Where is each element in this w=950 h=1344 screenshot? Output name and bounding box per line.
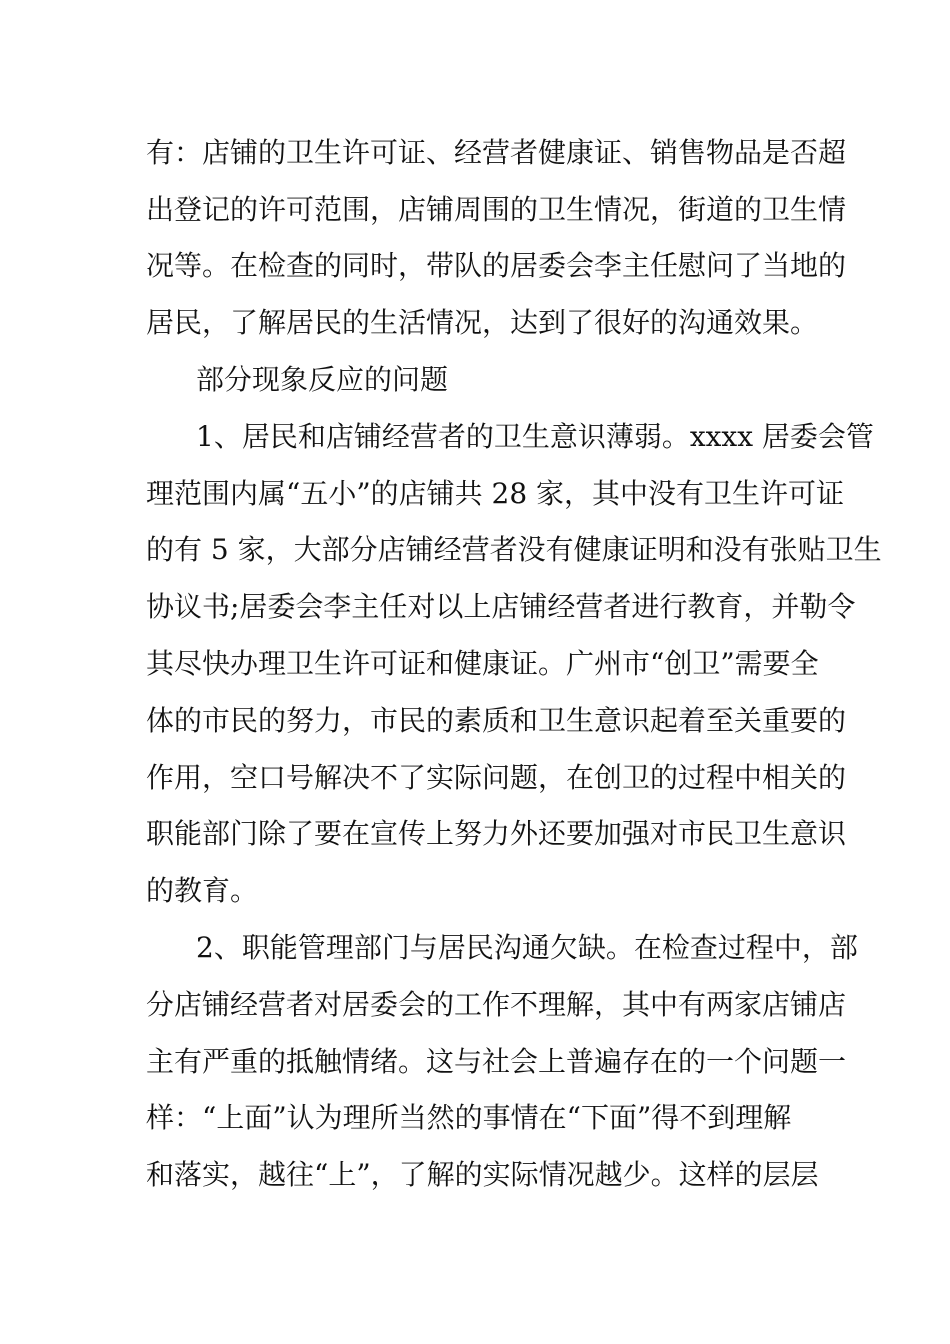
text-line: 分店铺经营者对居委会的工作不理解，其中有两家店铺店 (146, 988, 847, 1021)
text-line: 有：店铺的卫生许可证、经营者健康证、销售物品是否超 (146, 136, 847, 169)
paragraph-first-line: 1、居民和店铺经营者的卫生意识薄弱。xxxx 居委会管 (196, 420, 874, 453)
text-line: 协议书;居委会李主任对以上店铺经营者进行教育，并勒令 (146, 590, 856, 623)
text-line: 其尽快办理卫生许可证和健康证。广州市“创卫”需要全 (146, 647, 819, 680)
text-line: 出登记的许可范围，店铺周围的卫生情况，街道的卫生情 (146, 193, 847, 226)
text-line: 体的市民的努力，市民的素质和卫生意识起着至关重要的 (146, 704, 847, 737)
text-line: 居民，了解居民的生活情况，达到了很好的沟通效果。 (146, 306, 819, 339)
text-line: 主有严重的抵触情绪。这与社会上普遍存在的一个问题一 (146, 1045, 847, 1078)
text-line: 作用，空口号解决不了实际问题，在创卫的过程中相关的 (146, 761, 847, 794)
text-line: 况等。在检查的同时，带队的居委会李主任慰问了当地的 (146, 249, 847, 282)
text-line: 和落实，越往“上”，了解的实际情况越少。这样的层层 (146, 1158, 819, 1191)
text-line: 职能部门除了要在宣传上努力外还要加强对市民卫生意识 (146, 817, 847, 850)
paragraph-first-line: 2、职能管理部门与居民沟通欠缺。在检查过程中，部 (196, 931, 858, 964)
text-line: 的教育。 (146, 874, 259, 907)
text-line: 的有 5 家，大部分店铺经营者没有健康证明和没有张贴卫生 (146, 533, 882, 566)
text-line: 理范围内属“五小”的店铺共 28 家，其中没有卫生许可证 (146, 477, 845, 510)
section-heading: 部分现象反应的问题 (196, 363, 449, 396)
text-line: 样：“上面”认为理所当然的事情在“下面”得不到理解 (146, 1101, 792, 1134)
